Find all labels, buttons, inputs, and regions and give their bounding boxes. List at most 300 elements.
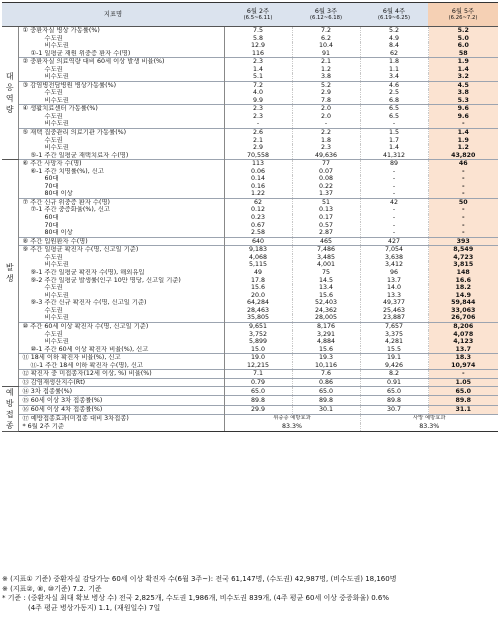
cell-week-4: 58 <box>428 50 498 58</box>
row-label: 비수도권 <box>18 338 224 346</box>
cell-week-4: 5.2 <box>428 27 498 35</box>
cell-week-2: 2.87 <box>292 229 360 237</box>
table-row <box>2 254 498 262</box>
cell-week-2: 3.8 <box>292 73 360 81</box>
cell-week-4: 14.9 <box>428 292 498 300</box>
cell-week-2: 0.86 <box>292 378 360 387</box>
row-label: 비수도권 <box>18 73 224 81</box>
cell-week-3: - <box>360 175 428 183</box>
notes <box>2 575 498 613</box>
cell-week-3: 49,377 <box>360 299 428 307</box>
effect-value: 83.3% <box>224 423 360 432</box>
cell-week-3: - <box>360 229 428 237</box>
note-line: (4주 평균 병상가동지) 1.1, (재원일수) 7일 <box>28 603 161 612</box>
cell-week-2: 65.0 <box>292 387 360 396</box>
header-indicator: 지표명 <box>2 3 224 27</box>
cell-week-1: 7.5 <box>224 27 292 35</box>
cell-week-2: 14.5 <box>292 277 360 285</box>
cell-week-4: 3.8 <box>428 89 498 97</box>
cell-week-1: 7.2 <box>224 81 292 89</box>
cell-week-4: 33,063 <box>428 307 498 315</box>
cell-week-2: 51 <box>292 198 360 206</box>
row-label: 수도권 <box>18 307 224 315</box>
row-label: 80대 이상 <box>18 190 224 198</box>
cell-week-3: 13.7 <box>360 277 428 285</box>
table-row <box>2 405 498 414</box>
row-label: ⑮ 60세 이상 3차 접종률(%) <box>18 396 224 405</box>
cell-week-3: 9,426 <box>360 362 428 370</box>
row-label: ⑨-1 주간 일평균 확진자 수(명), 해외유입 <box>18 269 224 277</box>
cell-week-4: 1.4 <box>428 128 498 136</box>
cell-week-1: 5,899 <box>224 338 292 346</box>
cell-week-2: 52,403 <box>292 299 360 307</box>
row-label: 비수도권 <box>18 144 224 152</box>
cell-week-4: - <box>428 206 498 214</box>
cell-week-1: 0.79 <box>224 378 292 387</box>
cell-week-1: 0.16 <box>224 183 292 191</box>
table-row <box>2 237 498 246</box>
cell-week-1: 2.1 <box>224 136 292 144</box>
effect-value: 83.3% <box>360 423 498 432</box>
cell-week-4: 59,844 <box>428 299 498 307</box>
row-label: 수도권 <box>18 330 224 338</box>
row-label: 80대 이상 <box>18 229 224 237</box>
cell-week-1: 49 <box>224 269 292 277</box>
table-row <box>2 346 498 354</box>
row-label: 70대 <box>18 222 224 230</box>
row-label: ⑩-1 주간 60세 이상 확진자 비율(%), 신고 <box>18 346 224 354</box>
cell-week-1: 70,558 <box>224 152 292 160</box>
row-label: 수도권 <box>18 66 224 74</box>
row-label: ⑤ 재택 집중관리 의료기관 가동률(%) <box>18 128 224 136</box>
cell-week-4: 5.3 <box>428 97 498 105</box>
cell-week-3: - <box>360 183 428 191</box>
table-row <box>2 175 498 183</box>
cell-week-2: 465 <box>292 237 360 246</box>
cell-week-2: 15.6 <box>292 292 360 300</box>
cell-week-3: 89.8 <box>360 396 428 405</box>
cell-week-1: 65.0 <box>224 387 292 396</box>
cell-week-4: 148 <box>428 269 498 277</box>
table-row <box>2 183 498 191</box>
table-row <box>2 277 498 285</box>
cell-week-4: 3,815 <box>428 261 498 269</box>
row-label: 수도권 <box>18 89 224 97</box>
cell-week-3: - <box>360 214 428 222</box>
cell-week-1: 0.67 <box>224 222 292 230</box>
row-label: ⑪-1 주간 18세 이하 확진자 수(명), 신고 <box>18 362 224 370</box>
cell-week-4: 26,706 <box>428 314 498 322</box>
cell-week-3: 25,463 <box>360 307 428 315</box>
cell-week-4: 13.7 <box>428 346 498 354</box>
cell-week-2: 7,486 <box>292 246 360 254</box>
table-row <box>2 206 498 214</box>
indicator-table-body <box>2 27 498 432</box>
cell-week-1: 2.3 <box>224 113 292 121</box>
row-label: ⑤-1 주간 일평균 재택치료자 수(명) <box>18 152 224 160</box>
table-row <box>2 396 498 405</box>
row-label: ⑥-1 주간 치명률(%), 신고 <box>18 168 224 176</box>
cell-week-4: - <box>428 168 498 176</box>
cell-week-1: 62 <box>224 198 292 206</box>
table-row <box>2 222 498 230</box>
cell-week-2: 77 <box>292 160 360 168</box>
cell-week-4: 50 <box>428 198 498 206</box>
cell-week-3: 3,638 <box>360 254 428 262</box>
table-row <box>2 246 498 254</box>
row-label: ⑯ 60세 이상 4차 접종률(%) <box>18 405 224 414</box>
cell-week-1: 5,115 <box>224 261 292 269</box>
table-row <box>2 152 498 160</box>
cell-week-2: 0.17 <box>292 214 360 222</box>
cell-week-4: 4,123 <box>428 338 498 346</box>
effect-header: 위중증 예방효과 <box>224 414 360 423</box>
cell-week-3: 5.2 <box>360 27 428 35</box>
table-row <box>2 81 498 89</box>
cell-week-3: 1.8 <box>360 58 428 66</box>
cell-week-1: 64,284 <box>224 299 292 307</box>
header-week-3: 6월 4주 (6.19~6.25) <box>360 3 428 27</box>
table-row <box>2 362 498 370</box>
cell-week-2: 49,636 <box>292 152 360 160</box>
cell-week-2: 4,884 <box>292 338 360 346</box>
section-label: 대응역량 <box>2 27 18 160</box>
table-row <box>2 214 498 222</box>
table-row <box>2 35 498 43</box>
row-label: ⑪ 18세 이하 확진자 비율(%), 신고 <box>18 354 224 362</box>
row-label: ⑰ 예방접종효과(미접종 대비 3차접종) <box>18 414 224 423</box>
cell-week-4: 1.9 <box>428 136 498 144</box>
cell-week-1: 113 <box>224 160 292 168</box>
row-label: 60대 <box>18 214 224 222</box>
cell-week-2: 19.3 <box>292 354 360 362</box>
table-row <box>2 269 498 277</box>
row-label: ⑬ 감염재생산지수(Rt) <box>18 378 224 387</box>
cell-week-2: 89.8 <box>292 396 360 405</box>
cell-week-2: 0.22 <box>292 183 360 191</box>
cell-week-3: 7,054 <box>360 246 428 254</box>
cell-week-3: 62 <box>360 50 428 58</box>
table-row <box>2 105 498 113</box>
cell-week-4: 3.2 <box>428 73 498 81</box>
cell-week-4: - <box>428 175 498 183</box>
cell-week-2: 2.9 <box>292 89 360 97</box>
cell-week-3: 42 <box>360 198 428 206</box>
row-label: ⑭ 3차 접종률(%) <box>18 387 224 396</box>
cell-week-2: 2.3 <box>292 144 360 152</box>
cell-week-4: - <box>428 214 498 222</box>
row-label: 수도권 <box>18 254 224 262</box>
cell-week-3: 1.5 <box>360 128 428 136</box>
cell-week-3: 427 <box>360 237 428 246</box>
cell-week-3: 19.1 <box>360 354 428 362</box>
cell-week-4: 9.6 <box>428 113 498 121</box>
table-row <box>2 136 498 144</box>
cell-week-3: 7,657 <box>360 322 428 330</box>
cell-week-3: - <box>360 168 428 176</box>
cell-week-1: 640 <box>224 237 292 246</box>
cell-week-2: 30.1 <box>292 405 360 414</box>
cell-week-3: 4.6 <box>360 81 428 89</box>
row-label: ①-1 일평균 재원 위중증 환자 수(명) <box>18 50 224 58</box>
cell-week-1: 19.0 <box>224 354 292 362</box>
table-row <box>2 128 498 136</box>
cell-week-1: 28,463 <box>224 307 292 315</box>
table-row <box>2 387 498 396</box>
cell-week-2: 7.2 <box>292 27 360 35</box>
table-row <box>2 160 498 168</box>
cell-week-3: 14.0 <box>360 284 428 292</box>
cell-week-4: 6.0 <box>428 42 498 50</box>
table-row <box>2 229 498 237</box>
cell-week-2: 3,291 <box>292 330 360 338</box>
row-label: 70대 <box>18 183 224 191</box>
footnote-row: * 6월 2주 기준 <box>18 423 224 432</box>
cell-week-2: 0.07 <box>292 168 360 176</box>
cell-week-3: 30.7 <box>360 405 428 414</box>
cell-week-4: 4.5 <box>428 81 498 89</box>
cell-week-3: 6.5 <box>360 113 428 121</box>
row-label: ⑨ 주간 일평균 확진자 수(명, 신고일 기준) <box>18 246 224 254</box>
table-row <box>2 50 498 58</box>
cell-week-4: 393 <box>428 237 498 246</box>
cell-week-1: 3,752 <box>224 330 292 338</box>
cell-week-1: 1.4 <box>224 66 292 74</box>
table-row <box>2 314 498 322</box>
cell-week-1: 12,215 <box>224 362 292 370</box>
row-label: ⑦ 주간 신규 위중증 환자 수(명) <box>18 198 224 206</box>
cell-week-1: 5.8 <box>224 35 292 43</box>
cell-week-4: 4,078 <box>428 330 498 338</box>
cell-week-1: 5.1 <box>224 73 292 81</box>
cell-week-2: 10,116 <box>292 362 360 370</box>
table-row <box>2 97 498 105</box>
cell-week-2: 2.1 <box>292 58 360 66</box>
row-label: 수도권 <box>18 113 224 121</box>
cell-week-1: 2.3 <box>224 105 292 113</box>
cell-week-4: - <box>428 222 498 230</box>
table-row <box>2 168 498 176</box>
cell-week-1: 9,651 <box>224 322 292 330</box>
cell-week-2: 7.8 <box>292 97 360 105</box>
cell-week-3: 4.9 <box>360 35 428 43</box>
cell-week-2: 3,485 <box>292 254 360 262</box>
row-label: ④ 생활치료센터 가동률(%) <box>18 105 224 113</box>
note-line: ※ (지표②, ⑧, ⑩기준) 7.2. 기준 <box>2 584 102 593</box>
cell-week-2: 1.8 <box>292 136 360 144</box>
header-week-1: 6월 2주 (6.5~6.11) <box>224 3 292 27</box>
effect-header: 사망 예방효과 <box>360 414 498 423</box>
table-row <box>2 299 498 307</box>
row-label: ⑧ 주간 입원환자 수(명) <box>18 237 224 246</box>
cell-week-3: 96 <box>360 269 428 277</box>
cell-week-1: 1.22 <box>224 190 292 198</box>
table-row <box>2 42 498 50</box>
cell-week-1: 9,183 <box>224 246 292 254</box>
cell-week-3: 1.4 <box>360 144 428 152</box>
row-label: 비수도권 <box>18 261 224 269</box>
cell-week-3: - <box>360 190 428 198</box>
cell-week-2: 1.2 <box>292 66 360 74</box>
cell-week-3: 6.5 <box>360 105 428 113</box>
cell-week-2: 5.2 <box>292 81 360 89</box>
cell-week-3: 2.5 <box>360 89 428 97</box>
row-label: 수도권 <box>18 35 224 43</box>
table-row <box>2 190 498 198</box>
cell-week-3: 4,281 <box>360 338 428 346</box>
cell-week-1: 17.8 <box>224 277 292 285</box>
row-label: 60대 <box>18 175 224 183</box>
cell-week-2: 6.2 <box>292 35 360 43</box>
row-label: 비수도권 <box>18 42 224 50</box>
cell-week-4: 18.3 <box>428 354 498 362</box>
cell-week-4: 8,206 <box>428 322 498 330</box>
table-row <box>2 73 498 81</box>
cell-week-4: 1.05 <box>428 378 498 387</box>
cell-week-3: 89 <box>360 160 428 168</box>
table-row <box>2 113 498 121</box>
cell-week-4: 1.4 <box>428 66 498 74</box>
cell-week-4: - <box>428 190 498 198</box>
cell-week-4: 10,974 <box>428 362 498 370</box>
cell-week-1: 20.0 <box>224 292 292 300</box>
table-row <box>2 330 498 338</box>
row-label: ③ 감염병전담병원 병상가동률(%) <box>18 81 224 89</box>
row-label: 비수도권 <box>18 292 224 300</box>
cell-week-4: 31.1 <box>428 405 498 414</box>
cell-week-1: 15.6 <box>224 284 292 292</box>
table-row <box>2 370 498 379</box>
cell-week-4: - <box>428 370 498 379</box>
row-label: ⑥ 주간 사망자 수(명) <box>18 160 224 168</box>
cell-week-4: 18.2 <box>428 284 498 292</box>
cell-week-1: 29.9 <box>224 405 292 414</box>
cell-week-2: 0.08 <box>292 175 360 183</box>
cell-week-4: - <box>428 229 498 237</box>
row-label: ⑨-3 주간 신규 확진자 수(명, 신고일 기준) <box>18 299 224 307</box>
row-label: 수도권 <box>18 136 224 144</box>
cell-week-3: 23,887 <box>360 314 428 322</box>
section-label: 예방접종 <box>2 387 18 432</box>
table-row <box>2 27 498 35</box>
row-label: 수도권 <box>18 284 224 292</box>
cell-week-3: 0.91 <box>360 378 428 387</box>
cell-week-2: 28,005 <box>292 314 360 322</box>
cell-week-2: 8,176 <box>292 322 360 330</box>
cell-week-1: 116 <box>224 50 292 58</box>
cell-week-2: 0.13 <box>292 206 360 214</box>
cell-week-1: 2.6 <box>224 128 292 136</box>
cell-week-4: 65.0 <box>428 387 498 396</box>
cell-week-3: 3,375 <box>360 330 428 338</box>
cell-week-1: 2.3 <box>224 58 292 66</box>
row-label: ② 중환자실 의료역량 대비 60세 이상 발생 비율(%) <box>18 58 224 66</box>
cell-week-1: 2.58 <box>224 229 292 237</box>
cell-week-1: 0.14 <box>224 175 292 183</box>
cell-week-4: 43,820 <box>428 152 498 160</box>
cell-week-2: 2.0 <box>292 113 360 121</box>
cell-week-1: 9.9 <box>224 97 292 105</box>
cell-week-3: 6.8 <box>360 97 428 105</box>
cell-week-4: 16.6 <box>428 277 498 285</box>
cell-week-2: 7.6 <box>292 370 360 379</box>
cell-week-4: 1.9 <box>428 58 498 66</box>
cell-week-3: 3.4 <box>360 73 428 81</box>
cell-week-4: 46 <box>428 160 498 168</box>
table-row <box>2 58 498 66</box>
table-row <box>2 261 498 269</box>
cell-week-2: 24,362 <box>292 307 360 315</box>
cell-week-2: 75 <box>292 269 360 277</box>
cell-week-1: 4,068 <box>224 254 292 262</box>
cell-week-1: 0.12 <box>224 206 292 214</box>
row-label: 비수도권 <box>18 97 224 105</box>
table-row <box>2 144 498 152</box>
table-row <box>2 322 498 330</box>
cell-week-3: 15.5 <box>360 346 428 354</box>
note-line: ※ (지표① 기준) 중환자실 감당가능 60세 이상 확진자 수(6월 3주~): 전국 61,147명, (수도권) 42,987명, (비수도권) 18,160명 <box>2 575 397 583</box>
cell-week-3: 8.2 <box>360 370 428 379</box>
cell-week-1: 12.9 <box>224 42 292 50</box>
cell-week-3: - <box>360 120 428 128</box>
cell-week-2: 1.37 <box>292 190 360 198</box>
cell-week-4: 5.0 <box>428 35 498 43</box>
cell-week-2: 13.4 <box>292 284 360 292</box>
row-label: 비수도권 <box>18 120 224 128</box>
cell-week-1: 89.8 <box>224 396 292 405</box>
cell-week-2: 91 <box>292 50 360 58</box>
cell-week-3: - <box>360 222 428 230</box>
row-label: ⑨-2 주간 일평균 발생률(인구 10만 명당, 신고일 기준) <box>18 277 224 285</box>
cell-week-4: 9.6 <box>428 105 498 113</box>
cell-week-4: - <box>428 183 498 191</box>
cell-week-4: 1.2 <box>428 144 498 152</box>
cell-week-2: 10.4 <box>292 42 360 50</box>
cell-week-4: 4,723 <box>428 254 498 262</box>
cell-week-1: 15.0 <box>224 346 292 354</box>
cell-week-3: 1.7 <box>360 136 428 144</box>
cell-week-1: 0.23 <box>224 214 292 222</box>
cell-week-3: 3,412 <box>360 261 428 269</box>
cell-week-4: - <box>428 120 498 128</box>
indicator-table <box>2 2 498 432</box>
table-row <box>2 338 498 346</box>
cell-week-1: 4.0 <box>224 89 292 97</box>
header-week-4: 6월 5주 (6.26~7.2) <box>428 3 498 27</box>
row-label: ① 중환자실 병상 가동률(%) <box>18 27 224 35</box>
cell-week-1: - <box>224 120 292 128</box>
cell-week-1: 35,805 <box>224 314 292 322</box>
row-label: ⑫ 확진자 중 미접종자(12세 이상, %) 비율(%) <box>18 370 224 379</box>
table-row <box>2 307 498 315</box>
cell-week-4: 89.8 <box>428 396 498 405</box>
table-row <box>2 292 498 300</box>
table-row <box>2 120 498 128</box>
cell-week-3: 65.0 <box>360 387 428 396</box>
table-row <box>2 284 498 292</box>
row-label: ⑩ 주간 60세 이상 확진자 수(명, 신고일 기준) <box>18 322 224 330</box>
row-label: 비수도권 <box>18 314 224 322</box>
cell-week-2: 4,001 <box>292 261 360 269</box>
cell-week-3: - <box>360 206 428 214</box>
indicator-table-container <box>2 2 498 432</box>
table-row <box>2 423 498 432</box>
cell-week-3: 1.1 <box>360 66 428 74</box>
cell-week-4: 8,549 <box>428 246 498 254</box>
cell-week-2: 0.57 <box>292 222 360 230</box>
cell-week-2: 15.6 <box>292 346 360 354</box>
section-label: 발생 <box>2 160 18 387</box>
